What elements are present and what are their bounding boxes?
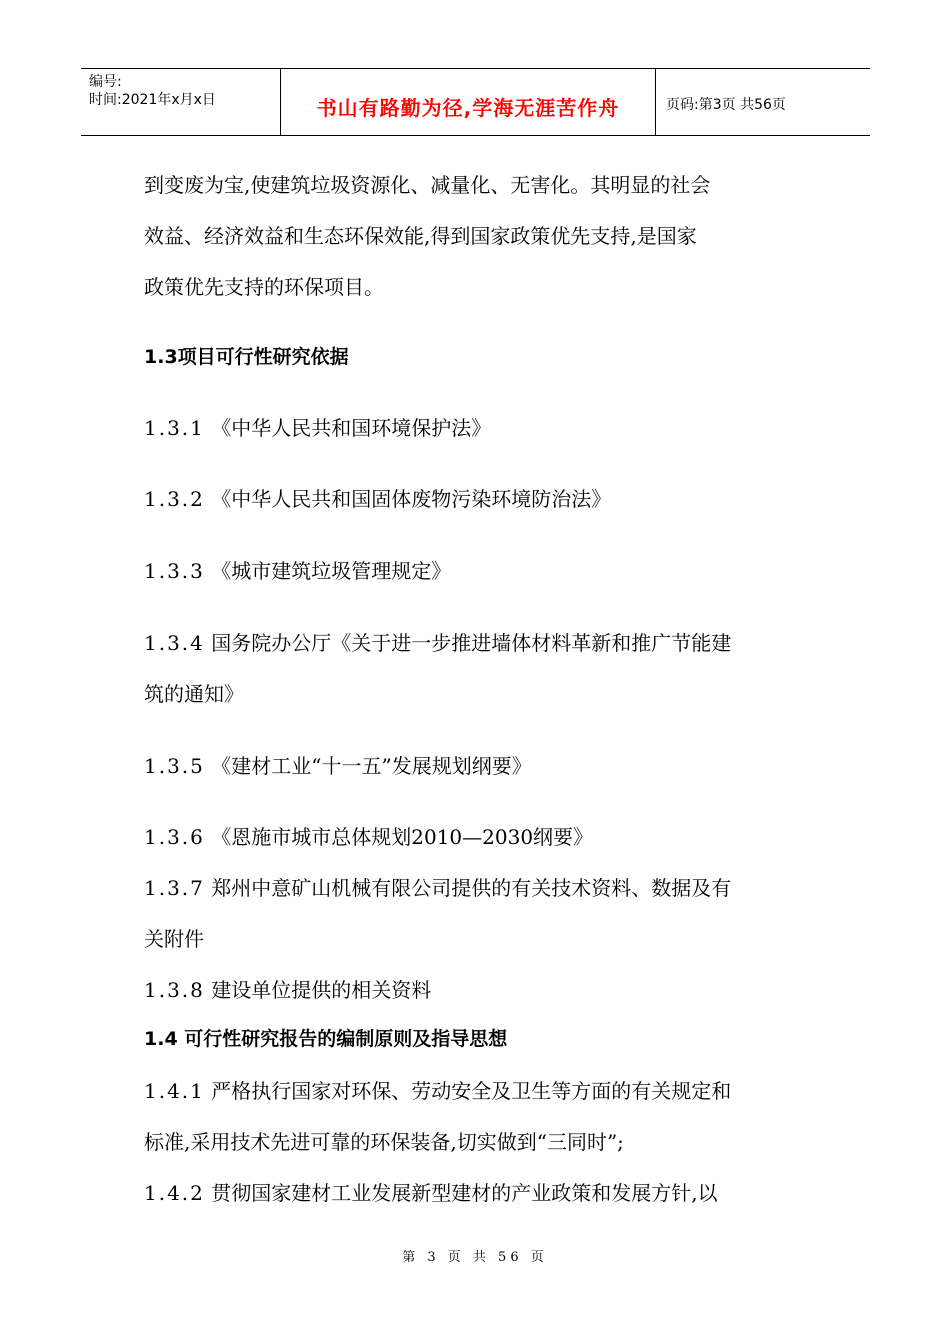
- section-1-3-heading: 1.3项目可行性研究依据: [144, 346, 349, 368]
- item-text: 《城市建筑垃圾管理规定》: [211, 559, 452, 583]
- item-1-3-4-continued: 筑的通知》: [144, 682, 244, 706]
- page-header: [81, 68, 870, 136]
- header-meta: [81, 69, 281, 135]
- item-text: 建设单位提供的相关资料: [211, 978, 432, 1002]
- item-number: 1.3.2: [144, 487, 205, 511]
- section-1-4-heading: 1.4 可行性研究报告的编制原则及指导思想: [144, 1028, 508, 1050]
- document-number-label: 编号:: [89, 74, 122, 90]
- item-number: 1.3.6: [144, 825, 205, 849]
- item-number: 1.3.3: [144, 559, 205, 583]
- paragraph-text: 严格执行国家对环保、劳动安全及卫生等方面的有关规定和: [204, 1079, 732, 1103]
- header-motto: 书山有路勤为径,学海无涯苦作舟: [316, 95, 620, 120]
- item-number: 1.3.4: [144, 631, 205, 655]
- item-number: 1.3.1: [144, 416, 205, 440]
- paragraph-1-4-1: [144, 1066, 810, 1117]
- item-1-3-3: [144, 546, 810, 597]
- item-1-3-1: [144, 403, 810, 454]
- document-date: 时间:2021年x月x日: [89, 92, 216, 108]
- item-text: 国务院办公厅《关于进一步推进墙体材料革新和推广节能建: [211, 631, 732, 655]
- item-text: 《中华人民共和国固体废物污染环境防治法》: [211, 487, 612, 511]
- page-footer: 第 3 页 共 56 页: [402, 1250, 548, 1265]
- item-number: 1.3.8: [144, 978, 205, 1002]
- item-1-3-5: [144, 741, 810, 792]
- page-info-text: 页码:第3页 共56页: [666, 97, 786, 113]
- item-number: 1.3.7: [144, 876, 205, 900]
- header-page-info: [656, 69, 870, 135]
- item-1-3-4: [144, 618, 810, 669]
- intro-line-3: 政策优先支持的环保项目。: [144, 275, 384, 299]
- paragraph-1-4-2: [144, 1168, 810, 1219]
- item-text: 郑州中意矿山机械有限公司提供的有关技术资料、数据及有: [211, 876, 732, 900]
- item-1-3-6: [144, 812, 810, 863]
- item-number: 1.4.2: [144, 1181, 205, 1205]
- item-1-3-8: [144, 965, 810, 1016]
- intro-line-1: 到变废为宝,使建筑垃圾资源化、减量化、无害化。其明显的社会: [144, 173, 711, 197]
- paragraph-1-4-1-continued: 标准,采用技术先进可靠的环保装备,切实做到“三同时”;: [144, 1130, 624, 1154]
- item-text: 《建材工业“十一五”发展规划纲要》: [211, 754, 532, 778]
- header-motto-cell: [281, 69, 656, 135]
- intro-line-2: 效益、经济效益和生态环保效能,得到国家政策优先支持,是国家: [144, 224, 697, 248]
- item-1-3-7-continued: 关附件: [144, 927, 204, 951]
- item-number: 1.4.1: [144, 1079, 205, 1103]
- item-1-3-2: [144, 474, 810, 525]
- paragraph-text: 贯彻国家建材工业发展新型建材的产业政策和发展方针,以: [204, 1181, 718, 1205]
- item-text: 《恩施市城市总体规划2010—2030纲要》: [211, 825, 594, 849]
- item-1-3-7: [144, 863, 810, 914]
- item-number: 1.3.5: [144, 754, 205, 778]
- item-text: 《中华人民共和国环境保护法》: [211, 416, 492, 440]
